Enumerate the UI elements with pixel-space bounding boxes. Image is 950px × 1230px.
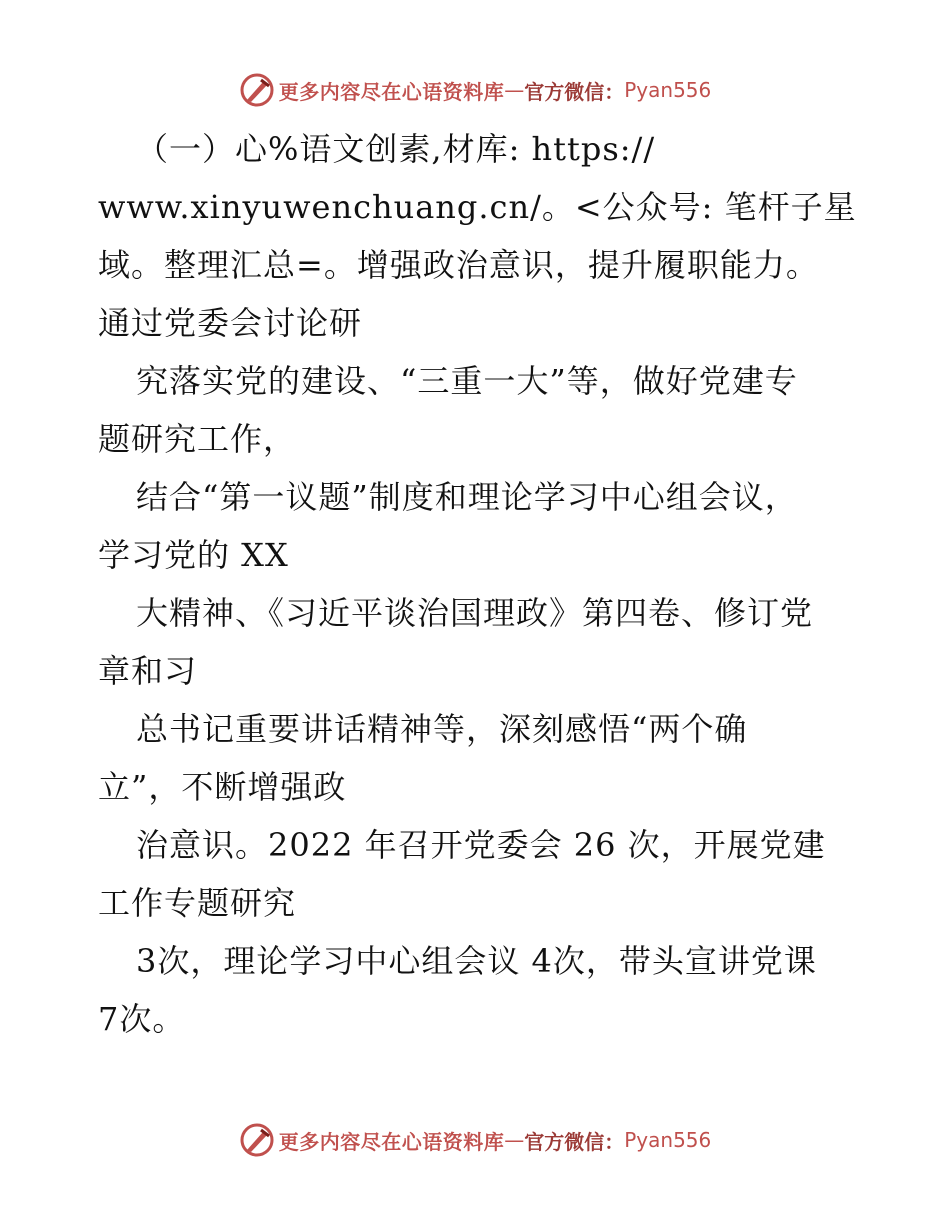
text-line: 结合“第一议题”制度和理论学习中心组会议， xyxy=(136,478,798,516)
text-line: 学习党的 XX xyxy=(98,536,289,574)
text-line: www.xinyuwenchuang.cn/。<公众号: 笔杆子星 xyxy=(98,188,857,226)
text-line: 通过党委会讨论研 xyxy=(98,304,363,342)
watermark-wechat-id: Pyan556 xyxy=(624,78,712,102)
text-line: 域。整理汇总=。增强政治意识，提升履职能力。 xyxy=(98,246,819,284)
text-line: 立”，不断增强政 xyxy=(98,768,347,806)
text-line: 工作专题研究 xyxy=(98,884,297,922)
pen-logo-icon xyxy=(239,1122,275,1158)
header-watermark xyxy=(0,72,950,108)
text-line: 总书记重要讲话精神等，深刻感悟“两个确 xyxy=(136,710,748,748)
watermark-wechat-id: Pyan556 xyxy=(624,1128,712,1152)
text-line: 究落实党的建设、“三重一大”等，做好党建专 xyxy=(136,362,798,400)
watermark-separator: — xyxy=(504,1128,525,1152)
text-line: 7次。 xyxy=(98,1000,186,1038)
watermark-official-label: 官方微信： xyxy=(524,1129,625,1154)
text-line: 治意识。2022 年召开党委会 26 次，开展党建 xyxy=(136,826,826,864)
document-body xyxy=(98,120,858,1048)
watermark-main-text: 更多内容尽在心语资料库 xyxy=(278,1129,505,1154)
text-line: 3次，理论学习中心组会议 4次，带头宣讲党课 xyxy=(136,942,817,980)
watermark-main-text: 更多内容尽在心语资料库 xyxy=(278,79,505,104)
text-line: 章和习 xyxy=(98,652,198,690)
text-line: 题研究工作， xyxy=(98,420,297,458)
text-line: （一）心%语文创素,材库: https:// xyxy=(136,130,656,168)
watermark-separator: — xyxy=(504,78,525,102)
footer-watermark xyxy=(0,1122,950,1158)
pen-logo-icon xyxy=(239,72,275,108)
watermark-official-label: 官方微信： xyxy=(524,79,625,104)
text-line: 大精神、《习近平谈治国理政》第四卷、修订党 xyxy=(136,594,814,632)
